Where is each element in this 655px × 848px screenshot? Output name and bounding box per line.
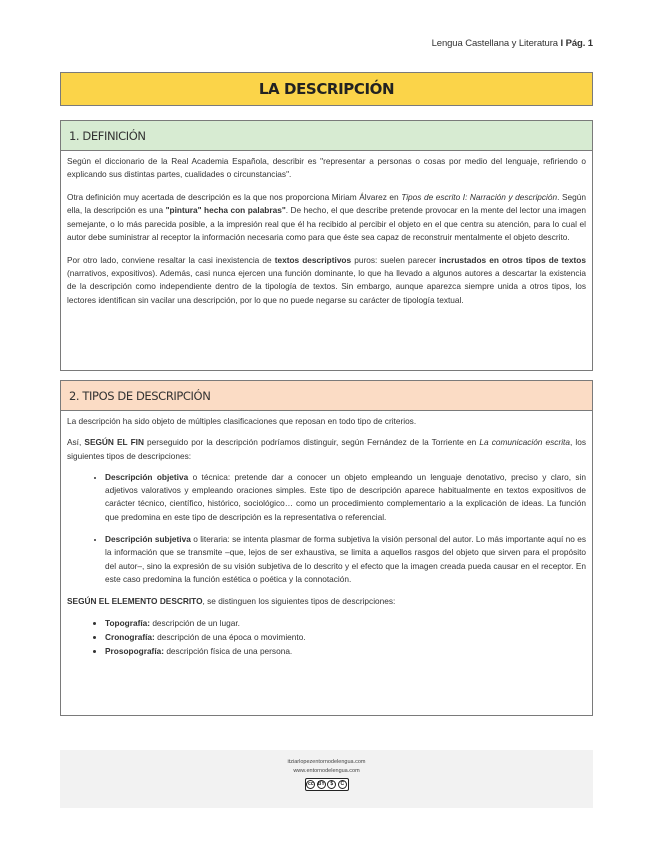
list-term: Prosopografía: [105, 646, 165, 657]
text-run: Así, [67, 437, 85, 448]
cc-icon: cc [307, 781, 314, 787]
list-item [105, 645, 586, 658]
emphasis: SEGÚN EL ELEMENTO DESCRITO [67, 596, 203, 607]
list-text: descripción física de una persona. [164, 646, 293, 657]
paragraph [67, 191, 586, 244]
nc-icon: $ [327, 780, 336, 789]
document-title: LA DESCRIPCIÓN [60, 72, 593, 106]
paragraph: La descripción ha sido objeto de múltiples clasificaciones que reposan en todo tipo de criterios. [67, 416, 417, 426]
section-heading: 1. DEFINICIÓN [61, 121, 592, 151]
section-body [61, 411, 592, 658]
section-heading: 2. TIPOS DE DESCRIPCIÓN [61, 381, 592, 411]
header-separator: I [557, 38, 566, 49]
page-number: Pág. 1 [565, 38, 593, 49]
author-email: itziarlopezentornodelengua.com [287, 759, 366, 765]
list-term: Cronografía: [105, 631, 155, 642]
website-link[interactable]: www.entornodelengua.com [293, 768, 360, 774]
list-item [105, 471, 586, 524]
text-run: , se distinguen los siguientes tipos de descripciones: [202, 596, 396, 607]
emphasis: SEGÚN EL FIN [84, 437, 144, 448]
cc-license-icon [305, 778, 349, 791]
text-run: puros: suelen parecer [351, 254, 440, 265]
text-run: . Según ella, la descripción es una [67, 192, 586, 216]
text-run: perseguido por la descripción podríamos distinguir, según Fernández de la Torriente en [143, 437, 480, 448]
paragraph [67, 595, 586, 608]
list-item [105, 631, 586, 644]
page-header [432, 38, 593, 49]
list-term: Topografía: [105, 617, 151, 628]
section-tipos [60, 380, 593, 716]
paragraph [67, 254, 586, 307]
book-title: La comunicación escrita [479, 437, 570, 448]
sa-icon: C [338, 780, 347, 789]
list-item [105, 617, 586, 630]
list-text: descripción de una época o movimiento. [154, 631, 306, 642]
paragraph: Según el diccionario de la Real Academia Española, describir es "representar a personas o cosas por medio del lenguaje, refiriendo o explicando sus distintas partes, cualidades o circunstancias". [67, 156, 586, 180]
list-item [105, 533, 586, 586]
section-definicion [60, 120, 593, 371]
list-term: Descripción objetiva [105, 471, 189, 482]
text-run: Por otro lado, conviene resaltar la casi inexistencia de [67, 254, 275, 265]
list-text: descripción de un lugar. [150, 617, 240, 628]
subject-name: Lengua Castellana y Literatura [431, 38, 558, 49]
paragraph [67, 436, 586, 463]
text-run: , los siguientes tipos de descripciones: [67, 437, 586, 461]
text-run: . De hecho, el que describe pretende provocar en la mente del lector una imagen semejante, o lo más parecida posible, a la impresión real que él ha recibido al percibir el objeto en el que centra su atención, para lo cual el autor debe suministrar al receptor la información necesaria como para que éste sea capaz de reconstruir mentalmente el objeto descrito. [67, 205, 586, 242]
bullet-list-fin [67, 471, 586, 586]
page-footer [60, 750, 593, 808]
text-run: (narrativos, expositivos). Además, casi nunca ejercen una función dominante, lo que ha llevado a algunos autores a descartar la existencia de la descripción como independiente dentro de la tipología de textos. Sin embargo, aunque aparezca siempre unida a otros tipos, los lectores identifican sin vacilar una descripción, por lo que no puede negarse su carácter de tipología textual. [67, 268, 586, 305]
emphasis: incrustados en otros tipos de textos [439, 254, 586, 265]
bullet-list-elemento [67, 617, 586, 659]
emphasis: "pintura" hecha con palabras" [165, 205, 286, 216]
book-title: Tipos de escrito I: Narración y descripción [401, 192, 558, 203]
text-run: Otra definición muy acertada de descripción es la que nos proporciona Miriam Álvarez en [67, 192, 402, 203]
emphasis: textos descriptivos [274, 254, 352, 265]
by-icon: BY [317, 781, 325, 787]
list-text: o literaria: se intenta plasmar de forma subjetiva la visión personal del autor. Lo más importante aquí no es la información que se transmite –que, lejos de ser exhaustiva, se limita a aquellos rasgos del objeto que sirven para el propósito del autor–, sino la expresión de su visión subjetiva de lo descrito y el efecto que la imagen creada pueda causar en el receptor. En este caso predomina la función estética o poética y la connotación. [105, 534, 587, 584]
list-text: o técnica: pretende dar a conocer un objeto empleando un lenguaje denotativo, preciso y claro, sin adjetivos valorativos y empleando oraciones simples. Este tipo de descripción aparece habitualmente en textos expositivos de carácter técnico, científico, histórico, sociológico… como un procedimiento complementario a la explicación de ideas. La función que predomina en este tipo de descripción es la representativa o referencial. [105, 471, 587, 522]
section-body [61, 151, 592, 307]
list-term: Descripción subjetiva [105, 534, 191, 545]
